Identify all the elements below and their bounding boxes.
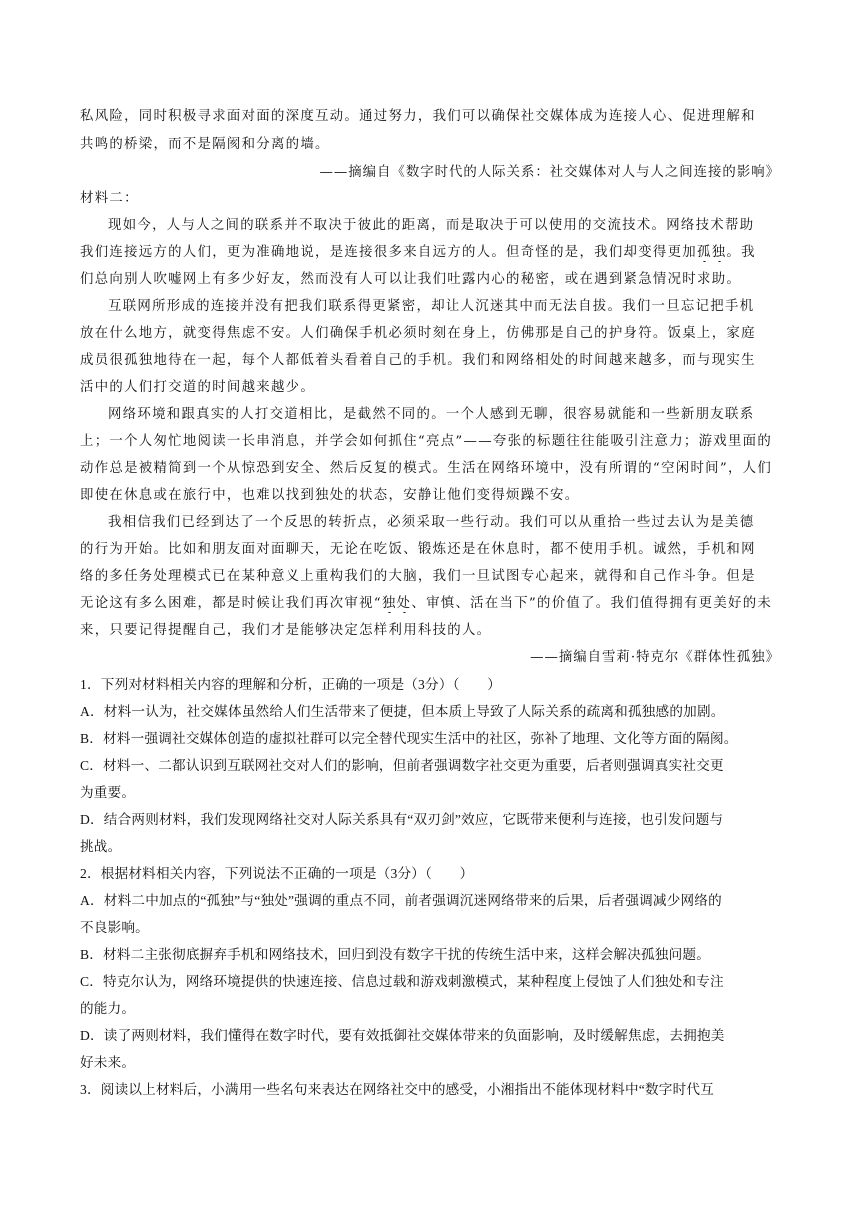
material2-para3-line: 即使在休息或在旅行中，也难以找到独处的状态，安静让他们变得烦躁不安。: [80, 488, 580, 503]
material2-para1-line: 现如今，人与人之间的联系并不取决于彼此的距离，而是取决于可以使用的交流技术。网络技术帮助: [108, 218, 755, 233]
material2-para2-line: 活中的人们打交道的时间越来越少。: [80, 380, 316, 395]
question-1-option-c: C．材料一、二都认识到互联网社交对人们的影响，但前者强调数字社交更为重要，后者则强调真实社交更: [80, 758, 724, 773]
question-2-option-c: C．特克尔认为，网络环境提供的快速连接、信息过载和游戏刺激模式，某种程度上侵蚀了人们独处和专注: [80, 974, 724, 989]
material1-text-line: 私风险，同时积极寻求面对面的深度互动。通过努力，我们可以确保社交媒体成为连接人心、促进理解和: [80, 109, 756, 124]
question-1-option-c-cont: 为重要。: [80, 785, 136, 800]
material2-source: ——摘编自雪莉·特克尔《群体性孤独》: [530, 650, 780, 665]
question-1-option-a: A．材料一认为，社交媒体虽然给人们生活带来了便捷，但本质上导致了人际关系的疏离和孤独感的加剧。: [80, 704, 725, 719]
material2-para2-line: 互联网所形成的连接并没有把我们联系得更紧密，却让人沉迷其中而无法自拔。我们一旦忘记把手机: [108, 299, 755, 314]
question-1-option-d: D．结合两则材料，我们发现网络社交对人际关系具有“双刃剑”效应，它既带来便利与连接，也引发问题与: [80, 812, 724, 827]
material1-text-line: 共鸣的桥梁，而不是隔阂和分离的墙。: [80, 137, 330, 152]
material2-heading: 材料二：: [80, 191, 139, 206]
text-span: 、审慎、活在当下”的价值了。我们值得拥有更美好的未: [411, 596, 773, 611]
emphasis-dot-char: 孤: [697, 245, 712, 260]
material2-para4-line: [80, 595, 780, 613]
material2-para1-line: [80, 244, 780, 262]
emphasis-dot-char: 独: [381, 596, 397, 611]
material2-para4-line: 络的多任务处理模式已在某种意义上重构我们的大脑，我们一旦试图专心起来，就得和自己作斗争。但是: [80, 569, 756, 584]
question-1-stem: 1．下列对材料相关内容的理解和分析，正确的一项是（3分）（ ）: [80, 677, 502, 692]
question-2-option-a: A．材料二中加点的“孤独”与“独处”强调的重点不同，前者强调沉迷网络带来的后果，后者强调减少网络的: [80, 893, 722, 908]
question-2-option-d-cont: 好未来。: [80, 1055, 136, 1070]
material2-para3-line: 动作总是被精简到一个从惊恐到安全、然后反复的模式。生活在网络环境中，没有所谓的“空闲时间”，人们: [80, 461, 773, 476]
material2-para4-line: 的行为开始。比如和朋友面对面聊天，无论在吃饭、锻炼还是在休息时，都不使用手机。诚然，手机和网: [80, 542, 756, 557]
question-2-stem: 2．根据材料相关内容，下列说法不正确的一项是（3分）（ ）: [80, 866, 474, 881]
text-span: 无论这有多么困难，都是时候让我们再次审视“: [80, 596, 382, 611]
material2-para1-line: 们总向别人吹嘘网上有多少好友，然而没有人可以让我们吐露内心的秘密，或在遇到紧急情况时求助。: [80, 272, 742, 287]
material2-para2-line: 成员很孤独地待在一起，每个人都低着头看着自己的手机。我们和网络相处的时间越来越多，而与现实生: [80, 353, 756, 368]
question-2-option-d: D．读了两则材料，我们懂得在数字时代，要有效抵御社交媒体带来的负面影响，及时缓解焦虑，去拥抱美: [80, 1028, 725, 1043]
question-1-option-d-cont: 挑战。: [80, 839, 122, 854]
question-2-option-b: B．材料二主张彻底摒弃手机和网络技术，回归到没有数字干扰的传统生活中来，这样会解决孤独问题。: [80, 947, 710, 962]
material1-source: ——摘编自《数字时代的人际关系：社交媒体对人与人之间连接的影响》: [319, 165, 780, 180]
material2-para4-line: 我相信我们已经到达了一个反思的转折点，必须采取一些行动。我们可以从重拾一些过去认为是美德: [108, 515, 755, 530]
question-2-option-c-cont: 的能力。: [80, 1001, 136, 1016]
material2-para3-line: 网络环境和跟真实的人打交道相比，是截然不同的。一个人感到无聊，很容易就能和一些新朋友联系: [108, 407, 755, 422]
text-span: 我们连接远方的人们，更为准确地说，是连接很多来自远方的人。但奇怪的是，我们却变得更加: [80, 245, 698, 260]
material2-para2-line: 放在什么地方，就变得焦虑不安。人们确保手机必须时刻在身上，仿佛那是自己的护身符。饭桌上，家庭: [80, 326, 756, 341]
text-span: 。我: [726, 245, 756, 260]
question-3-stem: 3．阅读以上材料后，小满用一些名句来表达在网络社交中的感受，小湘指出不能体现材料中“数字时代互: [80, 1082, 714, 1097]
emphasis-dot-char: 处: [396, 596, 412, 611]
question-2-option-a-cont: 不良影响。: [80, 920, 149, 935]
material2-para3-line: 上；一个人匆忙地阅读一长串消息，并学会如何抓住“亮点”——夸张的标题往往能吸引注意力；游戏里面的: [80, 434, 773, 449]
question-1-option-b: B．材料一强调社交媒体创造的虚拟社群可以完全替代现实生活中的社区，弥补了地理、文化等方面的隔阂。: [80, 731, 738, 746]
material2-para4-line: 来，只要记得提醒自己，我们才是能够决定怎样利用科技的人。: [80, 623, 492, 638]
emphasis-dot-char: 独: [711, 245, 727, 260]
